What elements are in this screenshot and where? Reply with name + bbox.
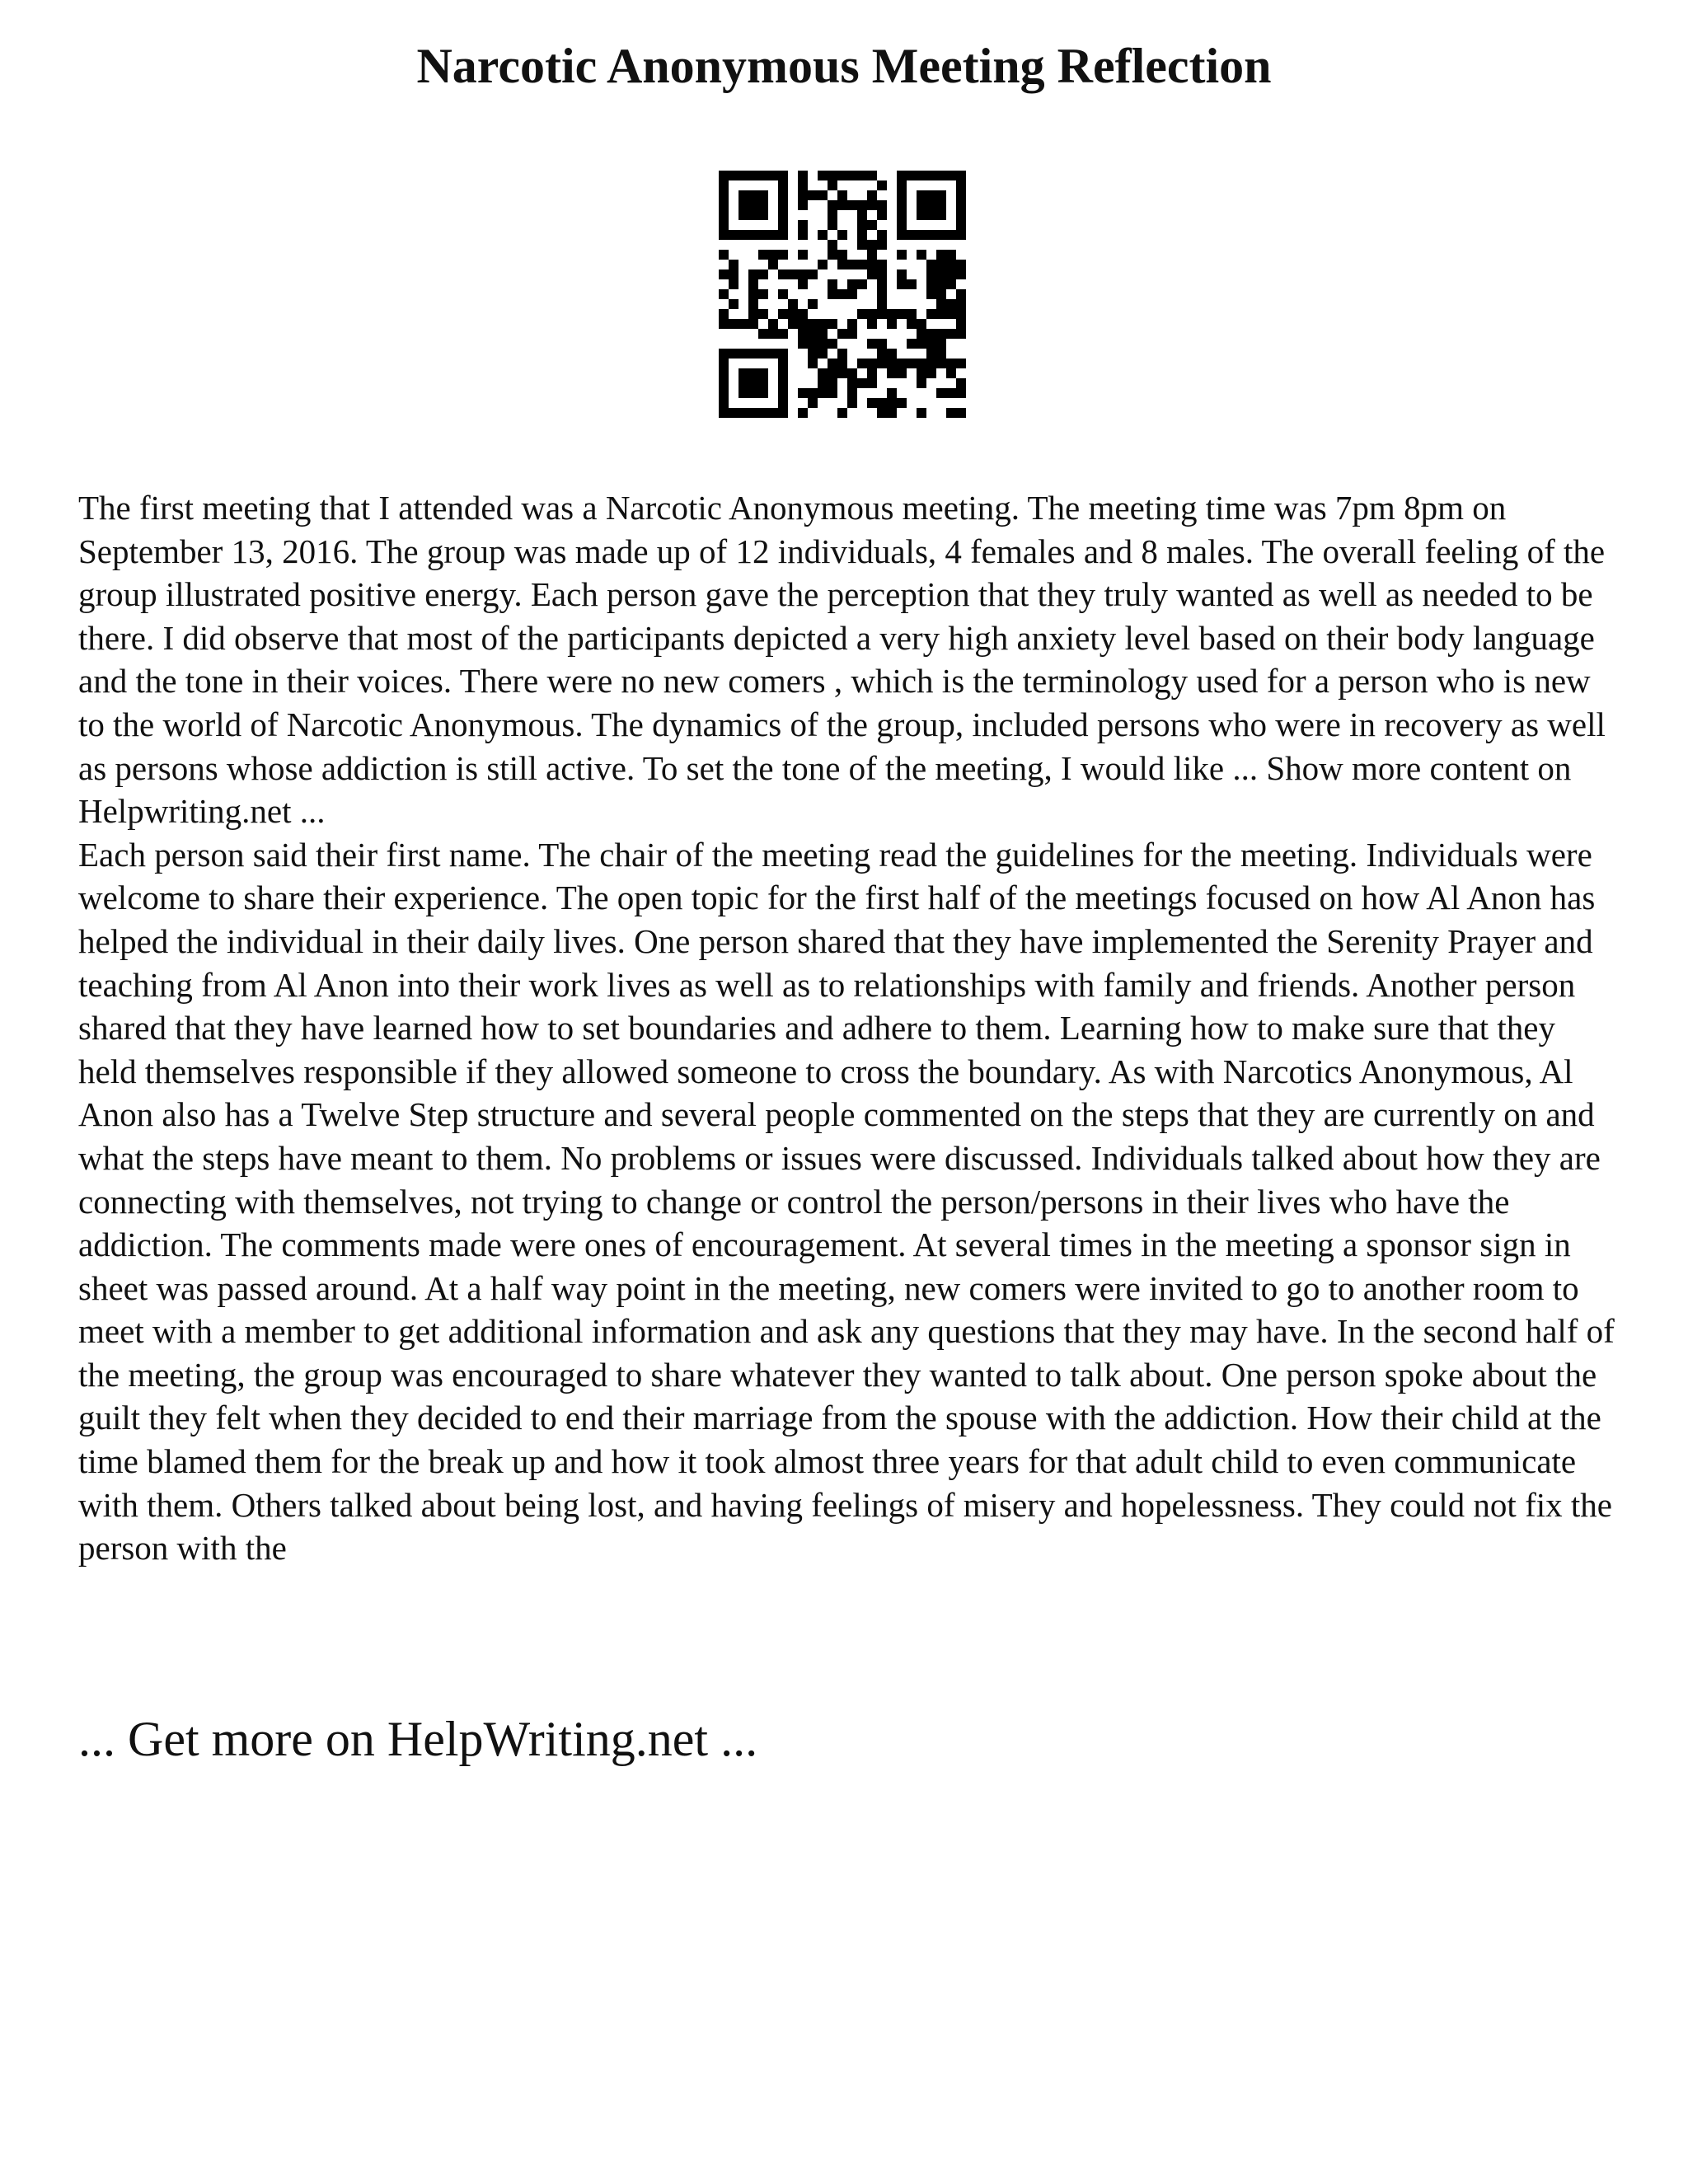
paragraph-intro: The first meeting that I attended was a Narcotic Anonymous meeting. The meeting time was 7pm 8pm on September 13, 2016. The group was made up of 12 individuals, 4 females and 8 males. The overall feeling of the group illustrated positive energy. Each person gave the perception that they truly wanted as well as needed to be there. I did observe that most of the participants depicted a very high anxiety level based on their body language and the tone in their voices. There were no new comers , which is the terminology used for a person who is new to the world of Narcotic Anonymous. The dynamics of the group, included persons who were in recovery as well as persons whose addiction is still active. To set the tone of the meeting, I would like ... Show more content on Helpwriting.net ... <box>78 489 1606 831</box>
get-more-link[interactable]: ... Get more on HelpWriting.net ... <box>78 1712 758 1766</box>
essay-body <box>78 486 1620 1570</box>
qr-code-icon <box>719 171 966 418</box>
paragraph-meeting: Each person said their first name. The chair of the meeting read the guidelines for the meeting. Individuals were welcome to share their experience. The open topic for the first half of the meetings focused on how Al Anon has helped the individual in their daily lives. One person shared that they have implemented the Serenity Prayer and teaching from Al Anon into their work lives as well as to relationships with family and friends. Another person shared that they have learned how to set boundaries and adhere to them. Learning how to make sure that they held themselves responsible if they allowed someone to cross the boundary. As with Narcotics Anonymous, Al Anon also has a Twelve Step structure and several people commented on the steps that they are currently on and what the steps have meant to them. No problems or issues were discussed. Individuals talked about how they are connecting with themselves, not trying to change or control the person/persons in their lives who have the addiction. The comments made were ones of encouragement. At several times in the meeting a sponsor sign in sheet was passed around. At a half way point in the meeting, new comers were invited to go to another room to meet with a member to get additional information and ask any questions that they may have. In the second half of the meeting, the group was encouraged to share whatever they wanted to talk about. One person spoke about the guilt they felt when they decided to end their marriage from the spouse with the addiction. How their child at the time blamed them for the break up and how it took almost three years for that adult child to even communicate with them. Others talked about being lost, and having feelings of misery and hopelessness. They could not fix the person with the <box>78 835 1615 1568</box>
page-title: Narcotic Anonymous Meeting Reflection <box>416 39 1272 93</box>
